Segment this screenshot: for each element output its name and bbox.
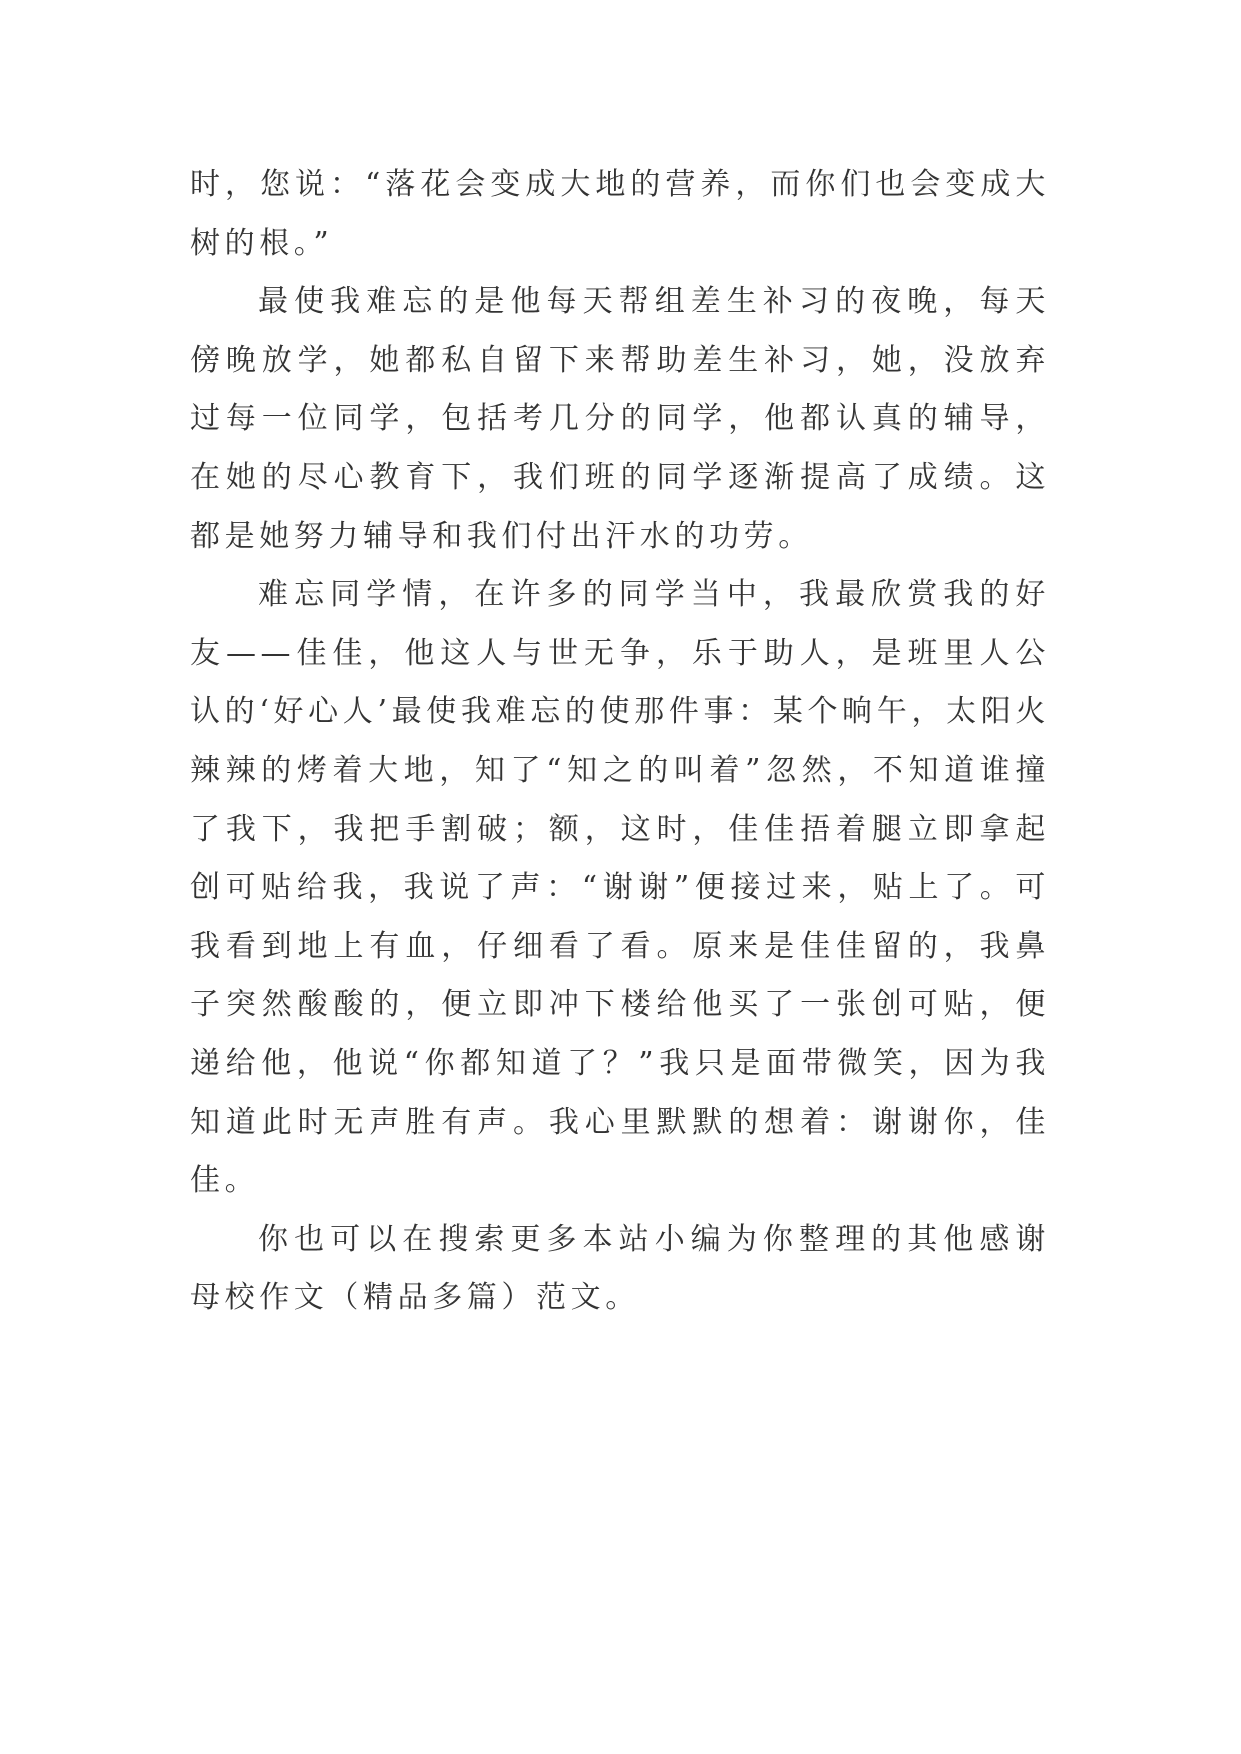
document-body bbox=[190, 156, 1050, 1328]
paragraph-teacher-tutoring: 最使我难忘的是他每天帮组差生补习的夜晚，每天傍晚放学，她都私自留下来帮助差生补习，她，没放弃过每一位同学，包括考几分的同学，他都认真的辅导，在她的尽心教育下，我们班的同学逐渐提高了成绩。这都是她努力辅导和我们付出汗水的功劳。 bbox=[190, 284, 1050, 554]
paragraph-classmate-jiajia: 难忘同学情，在许多的同学当中，我最欣赏我的好友——佳佳，他这人与世无争，乐于助人，是班里人公认的‘好心人’最使我难忘的使那件事：某个晌午，太阳火辣辣的烤着大地，知了“知之的叫着”忽然，不知道谁撞了我下，我把手割破；额，这时，佳佳捂着腿立即拿起创可贴给我，我说了声：“谢谢”便接过来，贴上了。可我看到地上有血，仔细看了看。原来是佳佳留的，我鼻子突然酸酸的，便立即冲下楼给他买了一张创可贴，便递给他，他说“你都知道了？”我只是面带微笑，因为我知道此时无声胜有声。我心里默默的想着：谢谢你，佳佳。 bbox=[190, 577, 1050, 1199]
paragraph-closing-note: 你也可以在搜索更多本站小编为你整理的其他感谢母校作文（精品多篇）范文。 bbox=[190, 1221, 1050, 1316]
paragraph-continuation: 时，您说：“落花会变成大地的营养，而你们也会变成大树的根。” bbox=[190, 167, 1050, 261]
